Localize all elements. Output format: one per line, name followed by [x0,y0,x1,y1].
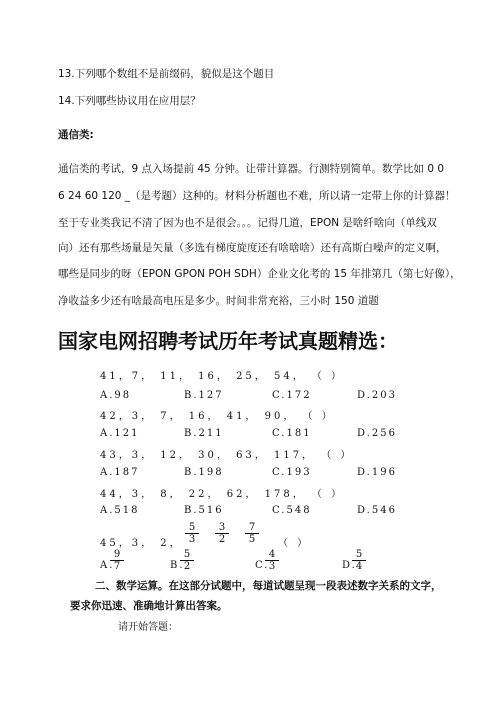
para-line-6: 净收益多少还有啥最高电压是多少。时间非常充裕，三小时 150 道题 [58,295,379,307]
question-14: 14.下列哪些协议用在应用层？ [58,95,201,107]
section-2-line-2: 要求你迅速、准确地计算出答案。 [70,600,228,612]
question-13: 13.下列哪个数组不是前缀码，貌似是这个题目 [58,68,275,80]
q44-sequence: 44，3， 8， 22， 62， 178， （ ） [100,489,345,500]
q45-fraction-2-den: 2 [218,534,226,545]
q43-sequence: 43，3， 12， 30， 63， 117， （ ） [100,450,354,461]
q45-option-c-num: 4 [265,549,279,561]
para-line-5: 哪些是同步的呀（EPON GPON POH SDH）企业文化考的 15 年排第几（第七好像）， [58,268,461,280]
q45-fraction-1-den: 3 [188,534,196,545]
q45-fraction-2 [215,522,229,545]
q45-option-c-label: C. [255,560,270,571]
q45-option-c-frac [265,549,279,572]
q45-fraction-3-num: 7 [245,522,259,534]
q45-option-c-den: 3 [268,561,276,572]
q45-fraction-3 [245,522,259,545]
q45-option-b-num: 5 [180,549,194,561]
q44-option-b: B.516 [184,505,224,516]
q45-option-a-frac [110,549,124,572]
q41-sequence: 41，7， 11， 16， 25， 54， （ ） [100,371,345,382]
q45-fraction-3-den: 5 [248,534,256,545]
q45-option-d-label: D. [342,560,357,571]
q41-option-b: B.127 [184,390,224,401]
q45-option-a-den: 7 [113,561,121,572]
q45-fraction-2-num: 3 [215,522,229,534]
q44-option-a: A.518 [100,505,140,516]
q42-option-d: D.256 [357,428,397,439]
q45-sequence-prefix: 45，3， 2， [100,538,183,549]
q43-option-a: A.187 [100,467,140,478]
q45-option-d-num: 5 [352,549,366,561]
q41-option-c: C.172 [272,390,312,401]
q45-option-b-label: B. [170,560,185,571]
q44-option-c: C.548 [272,505,312,516]
q45-option-b-den: 2 [183,561,191,572]
q45-option-a-label: A. [100,560,115,571]
q45-option-d-den: 4 [355,561,363,572]
q45-option-b-frac [180,549,194,572]
q42-option-a: A.121 [100,428,140,439]
q45-option-a-num: 9 [110,549,124,561]
q42-sequence: 42，3， 7， 16， 41， 90， （ ） [100,411,335,422]
q42-option-c: C.181 [272,428,312,439]
start-answering: 请开始答题： [118,622,178,633]
para-line-2: 6 24 60 120 _（是考题）这种的。材料分析题也不难，所以请一定带上你的计算器！ [58,190,456,202]
para-line-3: 至于专业类我记不清了因为也不是很会。。。记得几道，EPON 是啥纤啥向（单线双 [58,217,437,229]
q43-option-d: D.196 [357,467,397,478]
q45-fraction-1-num: 5 [185,522,199,534]
q42-option-b: B.211 [184,428,224,439]
q45-sequence-tail: （ ） [278,538,311,549]
section-label: 通信类: [58,129,94,141]
q41-option-d: D.203 [357,390,397,401]
q43-option-b: B.198 [184,467,224,478]
q45-fraction-1 [185,522,199,545]
para-line-1: 通信类的考试，9 点入场提前 45 分钟。让带计算器。行测特别简单。数学比如 0 0 [58,163,445,175]
section-2-line-1: 二、数学运算。在这部分试题中，每道试题呈现一段表述数字关系的文字， [95,580,442,592]
q45-option-d-frac [352,549,366,572]
exam-heading: 国家电网招聘考试历年考试真题精选： [58,329,398,353]
q41-option-a: A.98 [100,390,132,401]
q43-option-c: C.193 [272,467,312,478]
q44-option-d: D.546 [357,505,397,516]
para-line-4: 向）还有那些场量是矢量（多选有梯度旋度还有啥啥啥）还有高斯白噪声的定义啊， [58,242,447,254]
